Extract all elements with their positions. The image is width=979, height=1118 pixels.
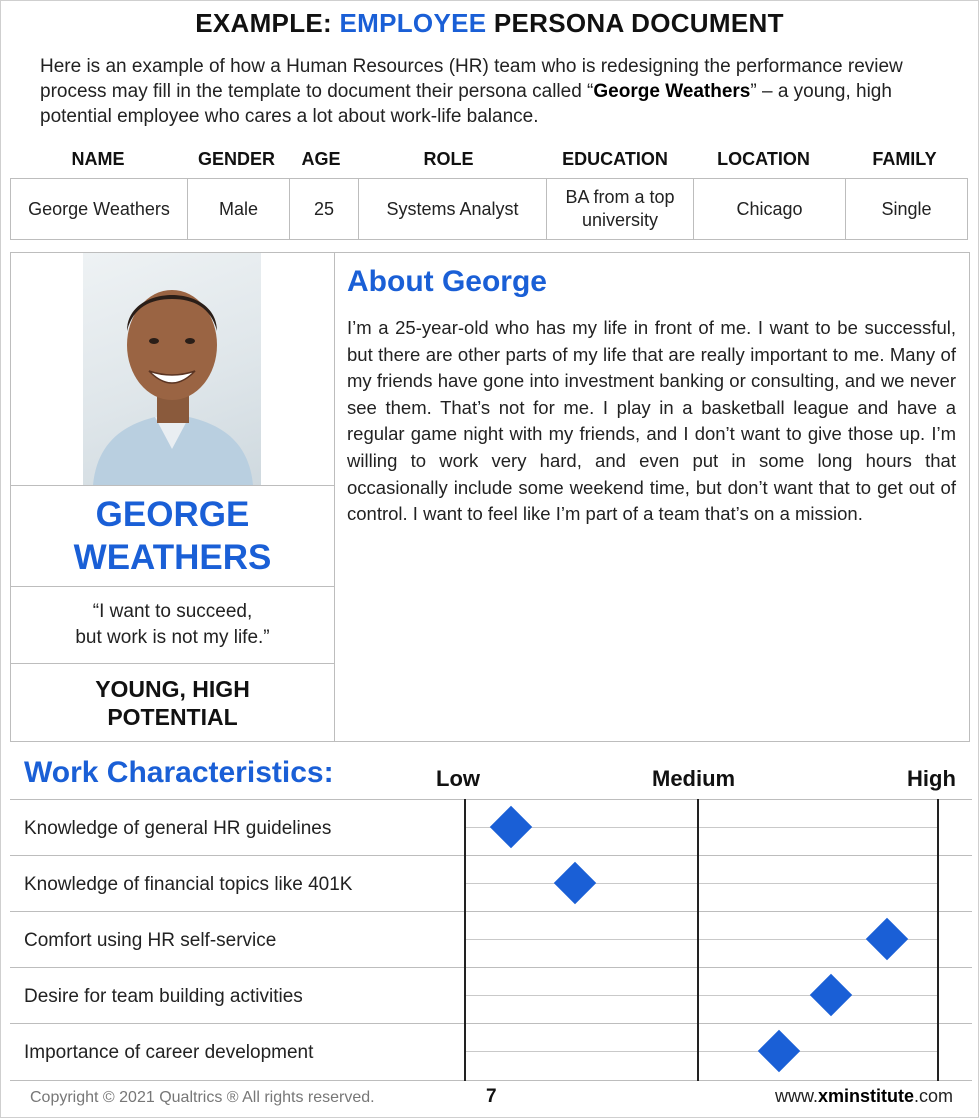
intro-after: ” – a young, high potential employee who cares a lot about work-life balance.	[40, 81, 892, 127]
persona-name-cell	[11, 485, 334, 586]
footer-url[interactable]	[775, 1086, 953, 1107]
scale-label-high: High	[907, 766, 956, 791]
fact-education: BA from a top university	[547, 179, 694, 240]
persona-quote-line1: “I want to succeed,	[92, 601, 253, 622]
footer-url-bold: xminstitute	[817, 1086, 914, 1106]
facts-header-age: AGE	[301, 149, 341, 169]
persona-name-line2: WEATHERS	[73, 538, 272, 577]
facts-header	[10, 146, 970, 174]
intro-before: Here is an example of how a Human Resources (HR) team who is redesigning the performance review process may fill in the template to document their persona called “	[40, 56, 903, 102]
footer-url-prefix: www.	[774, 1086, 818, 1106]
facts-header-name: NAME	[71, 149, 125, 169]
persona-quote-line2: but work is not my life.”	[75, 627, 270, 648]
persona-photo	[83, 253, 261, 485]
facts-header-family: FAMILY	[872, 149, 937, 169]
persona-quote-cell	[11, 586, 334, 663]
scale-label-medium: Medium	[652, 766, 736, 791]
characteristic-label: Knowledge of general HR guidelines	[24, 818, 332, 839]
characteristic-label: Comfort using HR self-service	[24, 930, 277, 951]
fact-name: George Weathers	[11, 179, 188, 240]
facts-table	[10, 178, 968, 240]
work-characteristics-heading: Work Characteristics:	[24, 756, 334, 789]
intro-paragraph	[40, 54, 950, 129]
fact-location: Chicago	[694, 179, 846, 240]
scale-line-low	[464, 799, 466, 1081]
facts-header-role: ROLE	[423, 149, 474, 169]
footer-page-number: 7	[486, 1086, 497, 1107]
intro-persona-name: George Weathers	[593, 81, 751, 102]
fact-role: Systems Analyst	[359, 179, 547, 240]
grid-bottom-line	[10, 1080, 972, 1081]
facts-row	[11, 179, 968, 240]
page-title	[0, 8, 979, 39]
persona-tagline-cell	[11, 663, 334, 742]
facts-header-gender: GENDER	[197, 149, 275, 169]
title-suffix: PERSONA DOCUMENT	[486, 8, 784, 38]
scale-line-high	[937, 799, 939, 1081]
scale-line-medium	[697, 799, 699, 1081]
footer-url-suffix: .com	[913, 1086, 953, 1106]
about-heading: About George	[347, 265, 547, 298]
title-highlight: EMPLOYEE	[339, 8, 487, 38]
facts-header-education: EDUCATION	[562, 149, 668, 169]
title-prefix: EXAMPLE:	[195, 8, 340, 38]
characteristic-row	[10, 855, 972, 911]
about-panel	[334, 252, 970, 742]
about-text: I’m a 25-year-old who has my life in front of me. I want to be successful, but there are other parts of my life that are really important to me. Many of my friends have gone into investment banking or consulting, and we never see them. That’s not for me. I play in a basketball league and have a regular game night with my friends, and I don’t want to give those up. I’m willing to work very hard, and even put in some long hours that occasionally include some weekend time, but don’t want that to get out of control. I want to feel like I’m part of a team that’s on a mission.	[347, 317, 956, 525]
characteristic-label: Importance of career development	[24, 1042, 314, 1063]
scale-label-low: Low	[436, 766, 480, 791]
characteristic-row	[10, 911, 972, 967]
persona-name-line1: GEORGE	[95, 495, 250, 534]
fact-family: Single	[846, 179, 968, 240]
characteristic-label: Desire for team building activities	[24, 986, 303, 1007]
footer-copyright: Copyright © 2021 Qualtrics ® All rights reserved.	[30, 1089, 375, 1106]
profile-panel	[10, 252, 335, 742]
facts-header-location: LOCATION	[717, 149, 810, 169]
persona-tagline-line1: YOUNG, HIGH	[95, 676, 250, 702]
work-characteristics-grid	[10, 799, 972, 1081]
persona-photo-illustration	[83, 253, 261, 485]
persona-tagline-line2: POTENTIAL	[107, 704, 238, 730]
characteristic-row	[10, 1023, 972, 1079]
fact-gender: Male	[188, 179, 290, 240]
characteristic-label: Knowledge of financial topics like 401K	[24, 874, 353, 895]
fact-age: 25	[290, 179, 359, 240]
